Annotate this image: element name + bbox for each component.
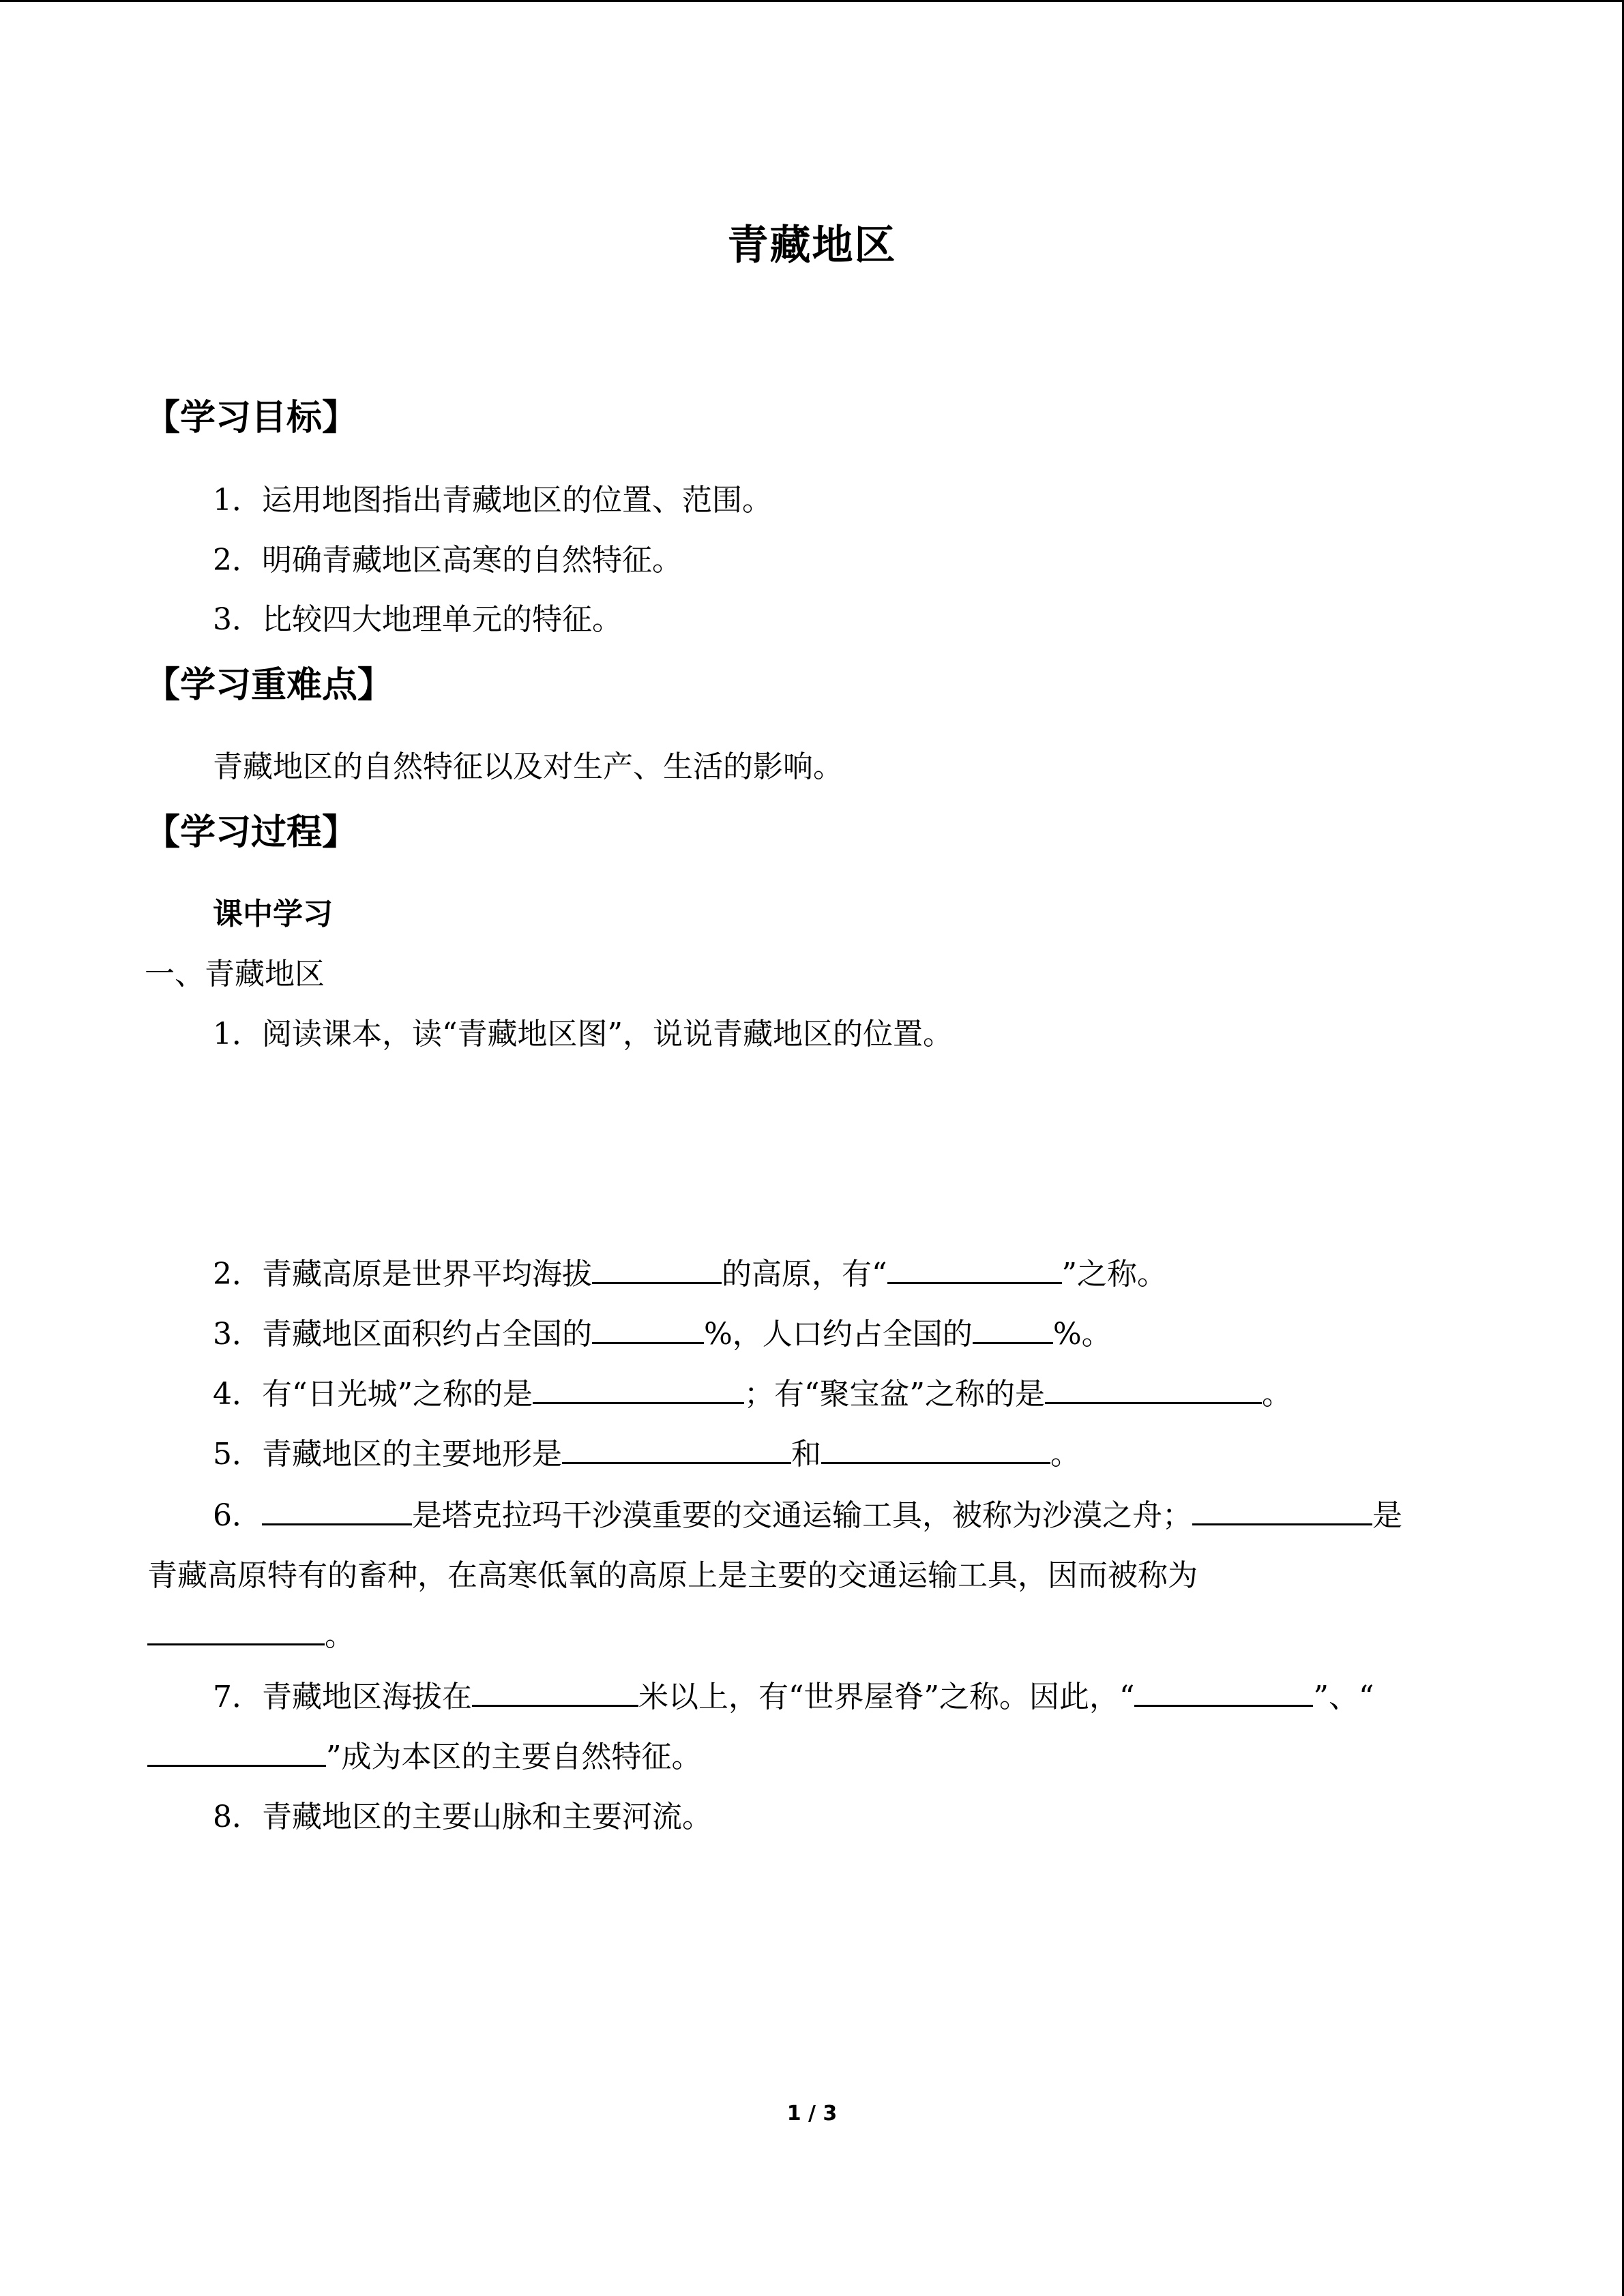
- question-7-text-b: 米以上，有“世界屋脊”之称。因此，“: [638, 1680, 1135, 1714]
- question-7-line-1: [213, 1672, 1374, 1716]
- question-7-text-c: ”、“: [1313, 1680, 1374, 1714]
- question-4-text-b: ；有“聚宝盆”之称的是: [743, 1377, 1045, 1412]
- goal-item-2: 2．明确青藏地区高寒的自然特征。: [213, 543, 682, 578]
- question-3-text-b: %，人口约占全国的: [704, 1317, 973, 1352]
- answer-blank-6c[interactable]: [147, 1613, 325, 1645]
- answer-blank-7a[interactable]: [472, 1675, 638, 1707]
- question-2-text-c: ”之称。: [1061, 1257, 1167, 1292]
- process-heading: 【学习过程】: [145, 812, 358, 853]
- answer-blank-3a[interactable]: [592, 1312, 704, 1344]
- question-5-text-b: 和: [791, 1437, 821, 1472]
- answer-blank-4b[interactable]: [1045, 1372, 1262, 1404]
- class-study-label: 课中学习: [213, 897, 333, 931]
- question-3-text-a: 3．青藏地区面积约占全国的: [213, 1317, 592, 1352]
- part-one-heading: 一、青藏地区: [145, 957, 325, 992]
- answer-blank-6a[interactable]: [262, 1493, 412, 1525]
- question-7-text-a: 7．青藏地区海拔在: [213, 1680, 472, 1714]
- question-6-text-a: 6．: [213, 1498, 262, 1533]
- answer-blank-5b[interactable]: [821, 1432, 1050, 1464]
- answer-blank-4a[interactable]: [533, 1372, 744, 1404]
- question-7-line-2: [147, 1732, 702, 1776]
- page-title: 青藏地区: [727, 222, 897, 269]
- answer-blank-5a[interactable]: [562, 1432, 791, 1464]
- question-1: 1．阅读课本，读“青藏地区图”，说说青藏地区的位置。: [213, 1017, 953, 1052]
- answer-blank-3b[interactable]: [973, 1312, 1053, 1344]
- answer-blank-7b[interactable]: [1134, 1675, 1313, 1707]
- answer-blank-7c[interactable]: [147, 1735, 326, 1767]
- question-3: [213, 1309, 1112, 1353]
- question-2-text-b: 的高原，有“: [722, 1257, 887, 1292]
- key-points-heading: 【学习重难点】: [145, 665, 394, 706]
- question-5: [213, 1429, 1080, 1473]
- question-2: [213, 1249, 1167, 1293]
- question-8: 8．青藏地区的主要山脉和主要河流。: [213, 1800, 712, 1834]
- question-4-text-a: 4．有“日光城”之称的是: [213, 1377, 533, 1412]
- question-5-text-a: 5．青藏地区的主要地形是: [213, 1437, 562, 1472]
- question-4: [213, 1369, 1292, 1413]
- goal-item-3: 3．比较四大地理单元的特征。: [213, 602, 622, 637]
- question-7-text-d: ”成为本区的主要自然特征。: [326, 1740, 702, 1774]
- key-points-text: 青藏地区的自然特征以及对生产、生活的影响。: [213, 749, 843, 784]
- question-5-text-c: 。: [1050, 1437, 1080, 1472]
- question-3-text-c: %。: [1052, 1317, 1112, 1352]
- question-6-line-1: [213, 1491, 1402, 1534]
- answer-blank-6b[interactable]: [1192, 1493, 1372, 1525]
- page-number: 1 / 3: [786, 2102, 838, 2126]
- answer-blank-2a[interactable]: [592, 1252, 722, 1284]
- question-4-text-c: 。: [1261, 1377, 1292, 1412]
- page-border-top: [0, 0, 1624, 2]
- goal-item-1: 1．运用地图指出青藏地区的位置、范围。: [213, 483, 772, 518]
- question-6-text-e: 。: [325, 1618, 355, 1653]
- goals-heading: 【学习目标】: [145, 398, 358, 438]
- question-6-line-2: 青藏高原特有的畜种，在高寒低氧的高原上是主要的交通运输工具，因而被称为: [147, 1558, 1198, 1593]
- question-6-text-c: 是: [1372, 1498, 1402, 1533]
- answer-blank-2b[interactable]: [887, 1252, 1062, 1284]
- question-6-line-3: [147, 1611, 355, 1654]
- question-6-text-b: 是塔克拉玛干沙漠重要的交通运输工具，被称为沙漠之舟；: [412, 1498, 1192, 1533]
- question-2-text-a: 2．青藏高原是世界平均海拔: [213, 1257, 592, 1292]
